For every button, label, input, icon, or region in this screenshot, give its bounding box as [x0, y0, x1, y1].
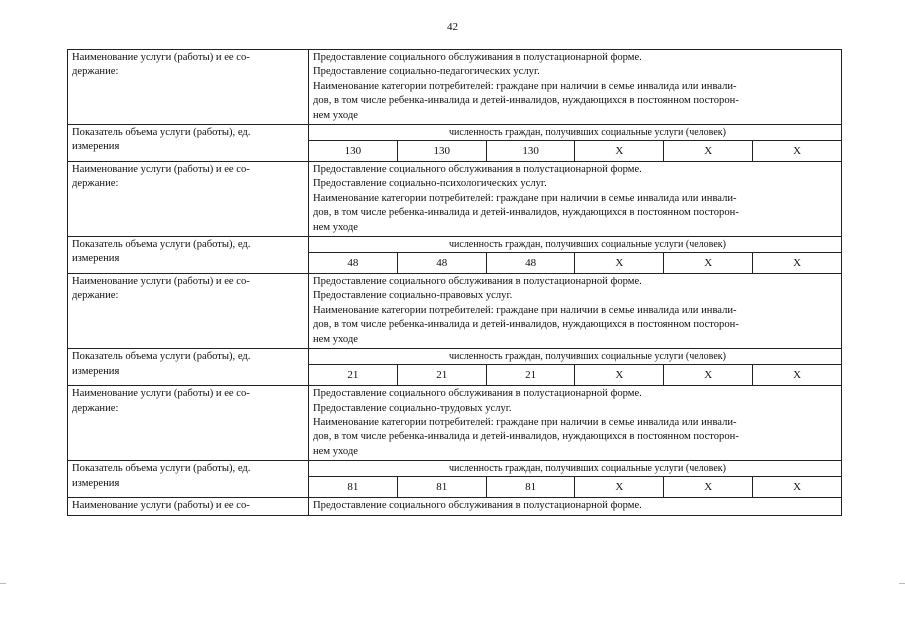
indicator-value: 21 [397, 365, 486, 385]
label-line: Наименование услуги (работы) и ее со- [72, 276, 250, 288]
description-line: Предоставление социально-психологических услуг. [313, 178, 547, 190]
label-line: Наименование услуги (работы) и ее со- [72, 52, 250, 63]
service-name-row [68, 274, 842, 349]
indicator-value: 48 [347, 257, 359, 270]
indicator-header: численность граждан, получивших социальные услуги (человек) [309, 125, 841, 141]
label-line: измерения [72, 365, 120, 377]
label-line: держание: [72, 402, 119, 414]
indicator-value: 130 [344, 145, 362, 158]
label-line: измерения [72, 141, 120, 153]
label-line: Показатель объема услуги (работы), ед. [72, 127, 251, 139]
service-name-label [68, 50, 309, 125]
indicator-value: Х [574, 365, 663, 385]
indicator-label [68, 349, 309, 386]
label-line: Наименование услуги (работы) и ее со- [72, 388, 250, 400]
label-line: держание: [72, 178, 119, 190]
indicator-value: 130 [397, 141, 486, 161]
indicator-value: Х [574, 141, 663, 161]
service-name-row [68, 50, 842, 125]
indicator-value: Х [752, 253, 841, 273]
description-line: Предоставление социального обслуживания в полустационарной форме. [313, 388, 642, 400]
indicator-label [68, 237, 309, 274]
description-line: нем уходе [313, 109, 358, 121]
services-table [67, 49, 842, 516]
description-line: Предоставление социального обслуживания в полустационарной форме. [313, 500, 642, 512]
description-line: нем уходе [313, 445, 358, 457]
label-line: измерения [72, 477, 120, 489]
indicator-cell [309, 461, 842, 498]
margin-tick-right [899, 583, 905, 584]
indicator-value: Х [574, 253, 663, 273]
indicator-value: 81 [397, 477, 486, 497]
label-line: Показатель объема услуги (работы), ед. [72, 351, 251, 363]
indicator-value: 81 [486, 477, 575, 497]
label-line: держание: [72, 66, 119, 78]
label-line: Показатель объема услуги (работы), ед. [72, 239, 251, 251]
indicator-cell [309, 349, 842, 386]
indicator-value: 130 [486, 141, 575, 161]
service-name-label [68, 162, 309, 237]
description-line: нем уходе [313, 333, 358, 345]
label-line: Наименование услуги (работы) и ее со- [72, 164, 250, 176]
indicator-value: Х [752, 141, 841, 161]
label-line: Показатель объема услуги (работы), ед. [72, 463, 251, 475]
description-line: нем уходе [313, 221, 358, 233]
indicator-cell [309, 237, 842, 274]
description-line: Предоставление социального обслуживания в полустационарной форме. [313, 276, 642, 288]
description-line: дов, в том числе ребенка-инвалида и детей-инвалидов, нуждающихся в постоянном посторон- [313, 431, 739, 443]
service-name-label [68, 386, 309, 461]
service-description [309, 386, 842, 461]
description-line: Предоставление социально-трудовых услуг. [313, 402, 512, 414]
service-description [309, 50, 842, 125]
indicator-cell [309, 125, 842, 162]
description-line: дов, в том числе ребенка-инвалида и детей-инвалидов, нуждающихся в постоянном посторон- [313, 95, 739, 107]
indicator-value: Х [663, 253, 752, 273]
page-number: 42 [447, 21, 458, 33]
service-name-label [68, 498, 309, 515]
indicator-value: Х [663, 365, 752, 385]
indicator-label [68, 125, 309, 162]
label-line: измерения [72, 253, 120, 265]
indicator-header: численность граждан, получивших социальные услуги (человек) [309, 349, 841, 365]
indicator-values [309, 253, 841, 273]
label-line: Наименование услуги (работы) и ее со- [72, 500, 250, 512]
indicator-values [309, 141, 841, 161]
indicator-row [68, 237, 842, 274]
indicator-value: Х [752, 477, 841, 497]
label-line: держание: [72, 290, 119, 302]
indicator-value: Х [752, 365, 841, 385]
indicator-label [68, 461, 309, 498]
indicator-header: численность граждан, получивших социальные услуги (человек) [309, 461, 841, 477]
indicator-header: численность граждан, получивших социальные услуги (человек) [309, 237, 841, 253]
description-line: Наименование категории потребителей: граждане при наличии в семье инвалида или инвали- [313, 416, 737, 428]
indicator-value: 21 [486, 365, 575, 385]
indicator-row [68, 125, 842, 162]
margin-tick-left [0, 583, 6, 584]
description-line: Предоставление социального обслуживания в полустационарной форме. [313, 164, 642, 176]
service-name-label [68, 274, 309, 349]
indicator-value: Х [663, 477, 752, 497]
service-name-row-partial [68, 498, 842, 515]
indicator-row [68, 349, 842, 386]
indicator-value: 48 [486, 253, 575, 273]
indicator-value: 81 [347, 481, 359, 494]
indicator-value: 21 [347, 369, 359, 382]
service-description [309, 498, 842, 515]
indicator-values [309, 365, 841, 385]
indicator-values [309, 477, 841, 497]
description-line: дов, в том числе ребенка-инвалида и детей-инвалидов, нуждающихся в постоянном посторон- [313, 319, 739, 331]
description-line: Предоставление социально-правовых услуг. [313, 290, 513, 302]
description-line: Наименование категории потребителей: граждане при наличии в семье инвалида или инвали- [313, 304, 737, 316]
description-line: Наименование категории потребителей: граждане при наличии в семье инвалида или инвали- [313, 192, 737, 204]
description-line: Предоставление социального обслуживания в полустационарной форме. [313, 52, 642, 63]
indicator-row [68, 461, 842, 498]
service-description [309, 274, 842, 349]
description-line: Наименование категории потребителей: граждане при наличии в семье инвалида или инвали- [313, 80, 737, 92]
service-name-row [68, 386, 842, 461]
description-line: дов, в том числе ребенка-инвалида и детей-инвалидов, нуждающихся в постоянном посторон- [313, 207, 739, 219]
service-name-row [68, 162, 842, 237]
indicator-value: 48 [397, 253, 486, 273]
indicator-value: Х [663, 141, 752, 161]
service-description [309, 162, 842, 237]
indicator-value: Х [574, 477, 663, 497]
description-line: Предоставление социально-педагогических услуг. [313, 66, 540, 78]
